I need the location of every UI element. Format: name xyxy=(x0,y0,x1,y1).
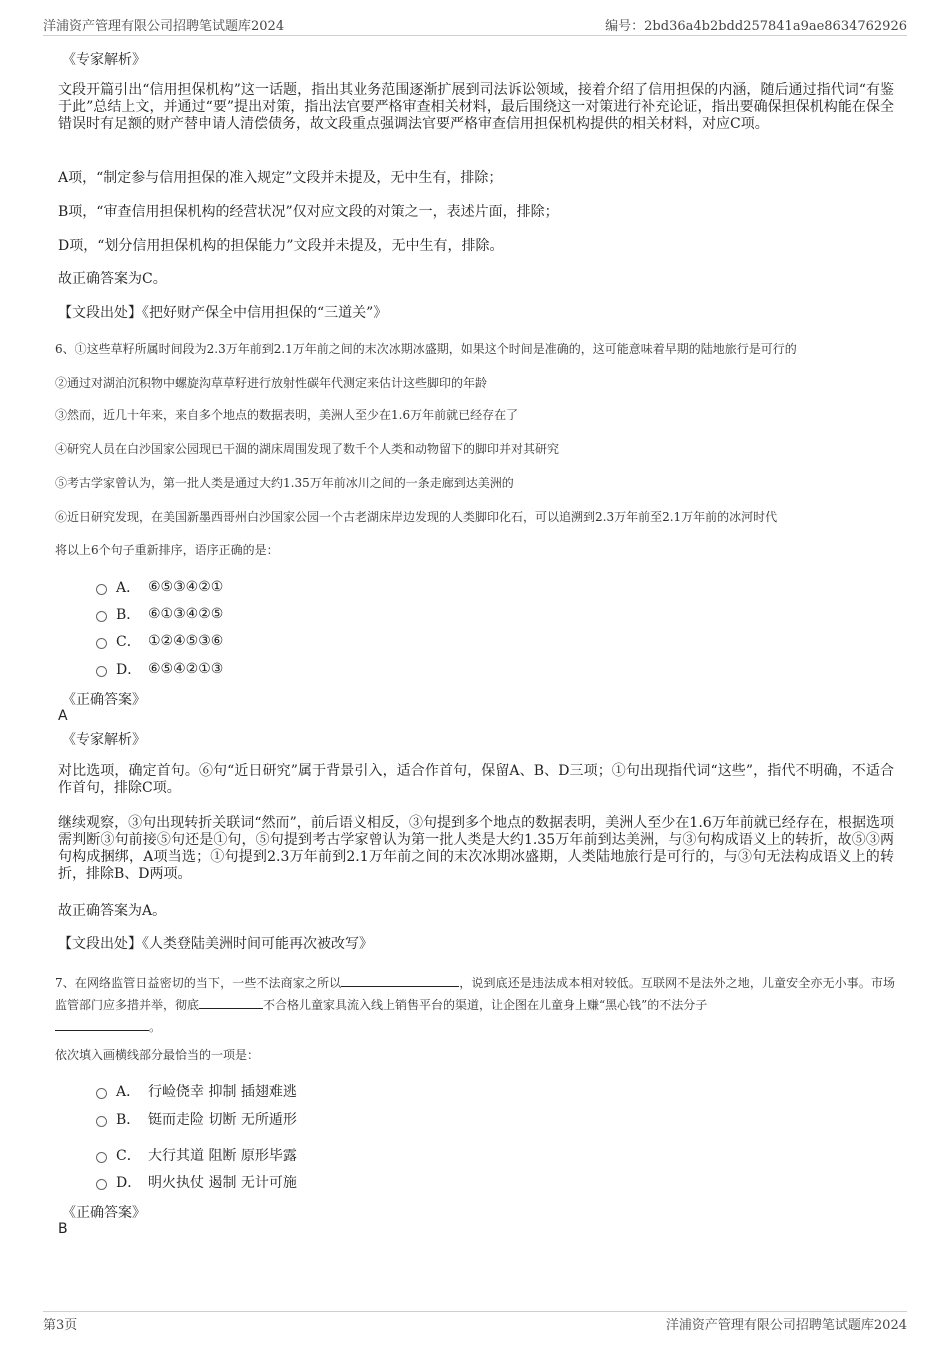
q6-option-c[interactable] xyxy=(96,631,223,651)
option-text: ⑥⑤④②①③ xyxy=(148,661,224,677)
header-divider xyxy=(43,35,907,36)
radio-button[interactable] xyxy=(96,1088,107,1099)
option-text: 大行其道 阻断 原形毕露 xyxy=(148,1148,297,1164)
q5-analysis-heading: 《专家解析》 xyxy=(62,52,146,68)
q6-sentence-2: ②通过对湖泊沉积物中螺旋沟草草籽进行放射性碳年代测定来估计这些脚印的年龄 xyxy=(55,376,488,390)
q6-answer-heading: 《正确答案》 xyxy=(62,692,146,708)
q6-option-d[interactable] xyxy=(96,659,223,679)
option-letter: C． xyxy=(116,634,141,650)
radio-button[interactable] xyxy=(96,584,107,595)
option-letter: A． xyxy=(116,580,141,596)
option-letter: B． xyxy=(116,607,141,623)
q7-option-d[interactable] xyxy=(96,1172,297,1192)
footer-title: 洋浦资产管理有限公司招聘笔试题库2024 xyxy=(665,1317,907,1333)
q7-blank-1 xyxy=(341,974,459,987)
q7-blank-3 xyxy=(55,1018,149,1031)
q7-prompt: 依次填入画横线部分最恰当的一项是： xyxy=(55,1048,260,1062)
q7-stem-part-1: 7、在网络监管日益密切的当下，一些不法商家之所以 xyxy=(55,976,342,990)
q5-analysis-option-a: A项，“制定参与信用担保的准入规定”文段并未提及，无中生有，排除； xyxy=(58,170,503,186)
q7-answer-heading: 《正确答案》 xyxy=(62,1205,146,1221)
q7-stem-part-4: 。 xyxy=(149,1020,162,1034)
option-letter: A． xyxy=(116,1084,141,1100)
radio-button[interactable] xyxy=(96,666,107,677)
option-letter: B． xyxy=(116,1112,141,1128)
page-footer xyxy=(43,1313,907,1333)
header-title: 洋浦资产管理有限公司招聘笔试题库2024 xyxy=(43,18,285,34)
radio-button[interactable] xyxy=(96,1179,107,1190)
radio-button[interactable] xyxy=(96,611,107,622)
q7-option-c[interactable] xyxy=(96,1145,297,1165)
option-text: ⑥①③④②⑤ xyxy=(148,606,224,622)
q6-analysis-heading: 《专家解析》 xyxy=(62,732,146,748)
q6-option-b[interactable] xyxy=(96,604,223,624)
q6-sentence-5: ⑤考古学家曾认为，第一批人类是通过大约1.35万年前冰川之间的一条走廊到达美洲的 xyxy=(55,476,514,490)
q6-analysis-paragraph-2: 继续观察，③句出现转折关联词“然而”，前后语义相反，③句提到多个地点的数据表明，美洲人至少在1.6万年前就已经存在，根据选项需判断③句前接⑤句还是①句，⑤句提到考古学家曾认为第一批人类是大约1.35万年前到达美洲，与③句构成语义上的转折，故⑤③两句构成捆绑，A项当选；①句提到2.3万年前到2.1万年前之间的末次冰期冰盛期，人类陆地旅行是可行的，与③句无法构成语义上的转折，排除B、D两项。 xyxy=(58,815,894,882)
q7-stem-part-3: 不合格儿童家具流入线上销售平台的渠道，让企图在儿童身上赚“黑心钱”的不法分子 xyxy=(263,998,708,1012)
q6-source: 【文段出处】《人类登陆美洲时间可能再次被改写》 xyxy=(58,936,373,952)
option-text: ⑥⑤③④②① xyxy=(148,579,224,595)
option-letter: D． xyxy=(116,662,142,678)
q6-sentence-6: ⑥近日研究发现，在美国新墨西哥州白沙国家公园一个古老湖床岸边发现的人类脚印化石，可以追溯到2.3万年前至2.1万年前的冰河时代 xyxy=(55,510,778,524)
q6-analysis-paragraph-1: 对比选项，确定首句。⑥句“近日研究”属于背景引入，适合作首句，保留A、B、D三项；①句出现指代词“这些”，指代不明确，不适合作首句，排除C项。 xyxy=(58,763,894,796)
q6-sentence-4: ④研究人员在白沙国家公园现已干涸的湖床周围发现了数千个人类和动物留下的脚印并对其研究 xyxy=(55,442,560,456)
q5-analysis-conclusion: 故正确答案为C。 xyxy=(58,271,167,287)
q7-option-b[interactable] xyxy=(96,1109,297,1129)
radio-button[interactable] xyxy=(96,1116,107,1127)
option-text: 行崄侥幸 抑制 插翅难逃 xyxy=(148,1084,297,1100)
radio-button[interactable] xyxy=(96,638,107,649)
q6-answer: A xyxy=(58,708,68,724)
page-header xyxy=(43,14,907,34)
q6-prompt: 将以上6个句子重新排序，语序正确的是： xyxy=(55,543,279,557)
option-letter: D． xyxy=(116,1175,142,1191)
radio-button[interactable] xyxy=(96,1152,107,1163)
q5-analysis-option-d: D项，“划分信用担保机构的担保能力”文段并未提及，无中生有，排除。 xyxy=(58,238,504,254)
q7-stem xyxy=(55,972,895,1038)
option-text: 铤而走险 切断 无所遁形 xyxy=(148,1112,297,1128)
option-letter: C． xyxy=(116,1148,141,1164)
q7-option-a[interactable] xyxy=(96,1081,297,1101)
q5-analysis-option-b: B项，“审查信用担保机构的经营状况”仅对应文段的对策之一，表述片面，排除； xyxy=(58,204,559,220)
option-text: 明火执仗 遏制 无计可施 xyxy=(148,1175,297,1191)
q6-sentence-1: 6、①这些草籽所属时间段为2.3万年前到2.1万年前之间的末次冰期冰盛期，如果这个时间是准确的，这可能意味着早期的陆地旅行是可行的 xyxy=(55,342,797,356)
page-number: 第3页 xyxy=(43,1317,78,1333)
q5-analysis-paragraph: 文段开篇引出“信用担保机构”这一话题，指出其业务范围逐渐扩展到司法诉讼领域，接着介绍了信用担保的内涵，随后通过指代词“有鉴于此”总结上文，并通过“要”提出对策，指出法官要严格审查相关材料，最后围绕这一对策进行补充论证，指出要确保担保机构能在保全错误时有足额的财产替申请人清偿债务，故文段重点强调法官要严格审查信用担保机构提供的相关材料，对应C项。 xyxy=(58,82,894,132)
q7-blank-2 xyxy=(199,996,263,1009)
q6-option-a[interactable] xyxy=(96,577,223,597)
q6-sentence-3: ③然而，近几十年来，来自多个地点的数据表明，美洲人至少在1.6万年前就已经存在了 xyxy=(55,408,519,422)
footer-divider xyxy=(43,1311,907,1312)
q6-analysis-conclusion: 故正确答案为A。 xyxy=(58,903,167,919)
q5-source: 【文段出处】《把好财产保全中信用担保的“三道关”》 xyxy=(58,305,388,321)
q7-answer: B xyxy=(58,1221,68,1237)
q7-stem-part-2: ，说到底还是违法成本相对较低。互联网不是法外之地，儿童安全亦无小事。市场监管部门应多措并举，彻底 xyxy=(55,976,895,1012)
option-text: ①②④⑤③⑥ xyxy=(148,633,224,649)
document-id: 编号：2bd36a4b2bdd257841a9ae8634762926 xyxy=(605,18,907,34)
